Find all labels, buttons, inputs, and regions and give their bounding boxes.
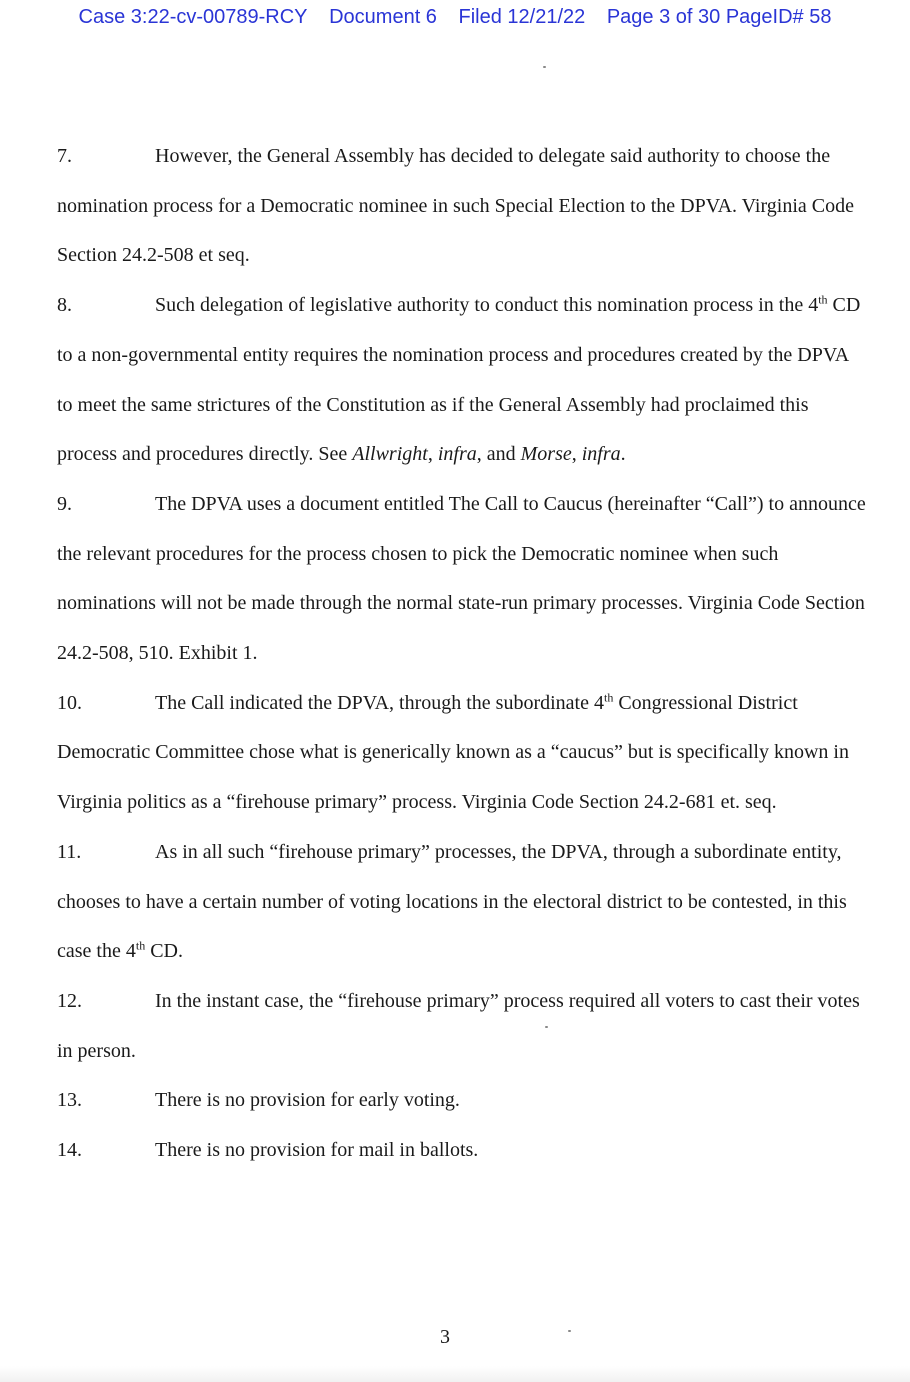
paragraph-14 (57, 1126, 867, 1176)
paragraph-number: 9. (57, 492, 72, 515)
paragraph-number: 11. (57, 840, 82, 863)
punctuation: , (571, 443, 582, 466)
paragraph-10 (57, 679, 867, 828)
superscript: th (604, 690, 614, 705)
paragraph-number: 8. (57, 294, 72, 317)
paragraph-text: As in all such “firehouse primary” processes, the DPVA, through a subordinate entity, chooses to have a certain number of voting locations in the electoral district to be contested, in this case the 4 (57, 840, 847, 963)
superscript: th (818, 292, 828, 307)
paragraph-text: The Call indicated the DPVA, through the subordinate 4 (155, 691, 604, 714)
scan-edge-shade (0, 1366, 910, 1382)
paragraph-text: However, the General Assembly has decided to delegate said authority to choose the nomination process for a Democratic nominee in such Special Election to the DPVA. Virginia Code Section 24.2-508 et seq. (57, 145, 854, 267)
punctuation: . (620, 443, 626, 466)
case-citation: infra (581, 443, 621, 466)
paragraph-text: There is no provision for early voting. (155, 1089, 460, 1112)
paragraph-7 (57, 132, 867, 281)
paragraph-8 (57, 281, 867, 480)
paragraph-text: Congressional District Democratic Committee chose what is generically known as a “caucus” but is specifically known in Virginia politics as a “firehouse primary” process. Virginia Code Section 24.2-681 et. seq. (57, 691, 849, 814)
paragraph-text: CD to a non-governmental entity requires the nomination process and procedures created by the DPVA to meet the same strictures of the Constitution as if the General Assembly had proclaimed this process and procedures directly. See (57, 294, 861, 466)
paragraph-11 (57, 828, 867, 977)
page-id: Page 3 of 30 PageID# 58 (606, 6, 832, 28)
document-number: Document 6 (329, 6, 437, 28)
paragraph-number: 10. (57, 691, 82, 714)
punctuation: , (427, 443, 438, 466)
paragraph-number: 13. (57, 1089, 82, 1112)
ecf-header (0, 6, 910, 29)
punctuation: , and (476, 443, 521, 466)
paragraph-number: 12. (57, 989, 82, 1012)
paragraph-13 (57, 1076, 867, 1126)
document-body (57, 132, 867, 1176)
case-citation: infra (437, 443, 477, 466)
paragraph-text: CD. (145, 940, 183, 963)
scan-speck (543, 66, 546, 68)
paragraph-number: 7. (57, 145, 72, 167)
case-number: Case 3:22-cv-00789-RCY (78, 6, 308, 28)
case-citation: Morse (520, 443, 572, 466)
superscript: th (135, 938, 146, 953)
paragraph-9 (57, 480, 867, 679)
paragraph-text: In the instant case, the “firehouse primary” process required all voters to cast their votes in person. (57, 989, 860, 1062)
paragraph-number: 14. (57, 1139, 82, 1162)
paragraph-text: There is no provision for mail in ballots. (155, 1139, 479, 1162)
paragraph-text: The DPVA uses a document entitled The Call to Caucus (hereinafter “Call”) to announce the relevant procedures for the process chosen to pick the Democratic nominee when such nominations will not be made through the normal state-run primary processes. Virginia Code Section 24.2-508, 510. Exhibit 1. (57, 492, 866, 665)
paragraph-12 (57, 977, 867, 1076)
case-citation: Allwright (352, 443, 428, 466)
paragraph-text: Such delegation of legislative authority to conduct this nomination process in the 4 (155, 294, 819, 317)
page-number: 3 (440, 1326, 450, 1348)
filed-date: Filed 12/21/22 (458, 6, 586, 28)
